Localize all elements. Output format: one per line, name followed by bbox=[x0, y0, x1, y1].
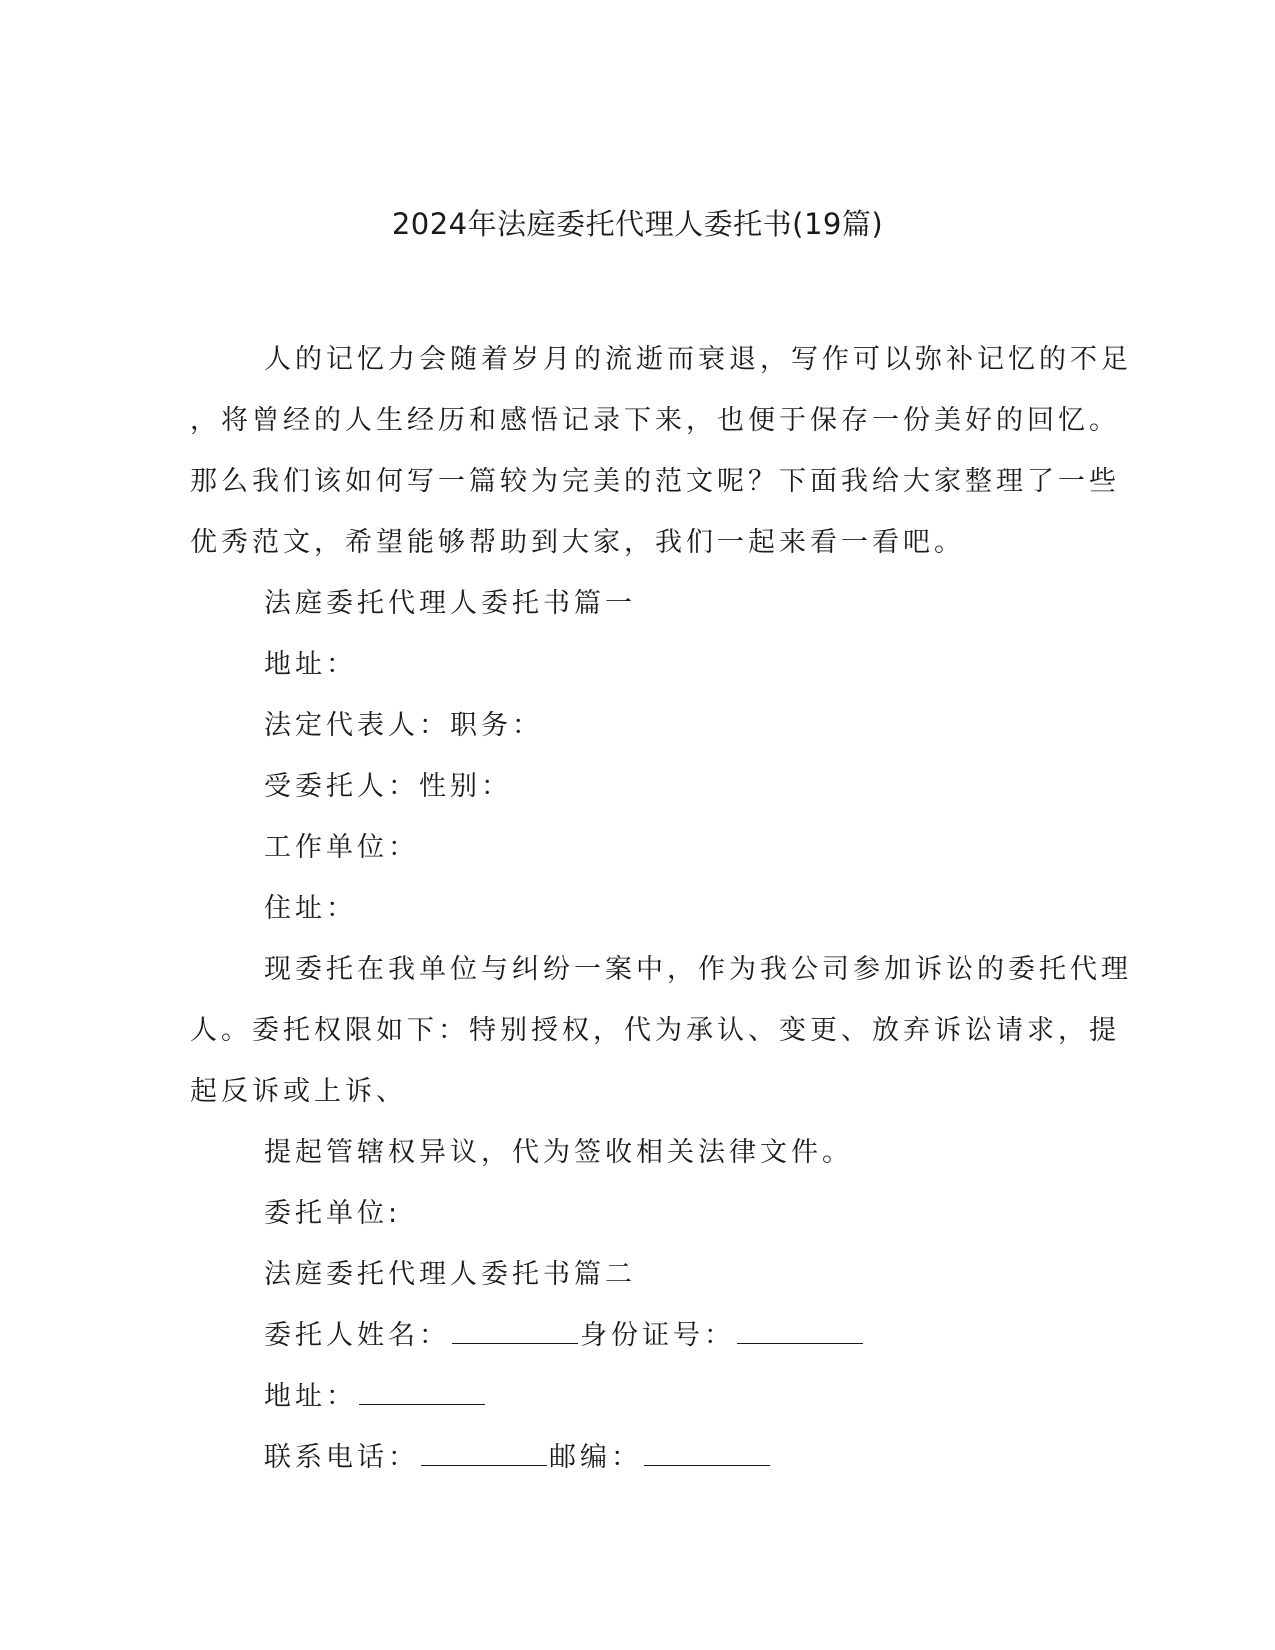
address-label: 地址： bbox=[264, 1381, 357, 1412]
document-title: 2024年法庭委托代理人委托书(19篇) bbox=[391, 207, 884, 241]
legal-representative-line: 法定代表人：职务： bbox=[264, 710, 543, 741]
principal-info-line bbox=[190, 1305, 1086, 1366]
authorization-text: 提起管辖权异议，代为签收相关法律文件。 bbox=[264, 1137, 853, 1168]
id-number-blank bbox=[737, 1319, 863, 1344]
agent-line: 受委托人：性别： bbox=[264, 771, 512, 802]
principal-name-blank bbox=[452, 1319, 578, 1344]
authorization-text: 人。委托权限如下：特别授权，代为承认、变更、放弃诉讼请求，提 bbox=[190, 1015, 1120, 1046]
id-number-label: 身份证号： bbox=[580, 1320, 735, 1351]
postcode-label: 邮编： bbox=[549, 1442, 642, 1473]
principal-name-label: 委托人姓名： bbox=[264, 1320, 450, 1351]
authorization-text: 起反诉或上诉、 bbox=[190, 1076, 407, 1107]
residence-line: 住址： bbox=[264, 893, 357, 924]
principal-unit-line: 委托单位: bbox=[264, 1198, 402, 1229]
intro-line: 那么我们该如何写一篇较为完美的范文呢？下面我给大家整理了一些 bbox=[190, 466, 1120, 497]
contact-info-line bbox=[190, 1427, 1086, 1488]
address-info-line bbox=[190, 1366, 1086, 1427]
section-heading: 法庭委托代理人委托书篇一 bbox=[264, 588, 636, 619]
postcode-blank bbox=[644, 1441, 770, 1466]
phone-blank bbox=[421, 1441, 547, 1466]
intro-line: 人的记忆力会随着岁月的流逝而衰退，写作可以弥补记忆的不足 bbox=[264, 344, 1132, 375]
section-heading: 法庭委托代理人委托书篇二 bbox=[264, 1259, 636, 1290]
address-blank bbox=[359, 1380, 485, 1405]
phone-label: 联系电话： bbox=[264, 1442, 419, 1473]
intro-line: 优秀范文，希望能够帮助到大家，我们一起来看一看吧。 bbox=[190, 527, 965, 558]
document-body bbox=[190, 329, 1132, 1488]
authorization-text: 现委托在我单位与纠纷一案中，作为我公司参加诉讼的委托代理 bbox=[264, 954, 1132, 985]
address-line: 地址： bbox=[264, 649, 357, 680]
work-unit-line: 工作单位： bbox=[264, 832, 419, 863]
intro-line: ，将曾经的人生经历和感悟记录下来，也便于保存一份美好的回忆。 bbox=[190, 405, 1120, 436]
